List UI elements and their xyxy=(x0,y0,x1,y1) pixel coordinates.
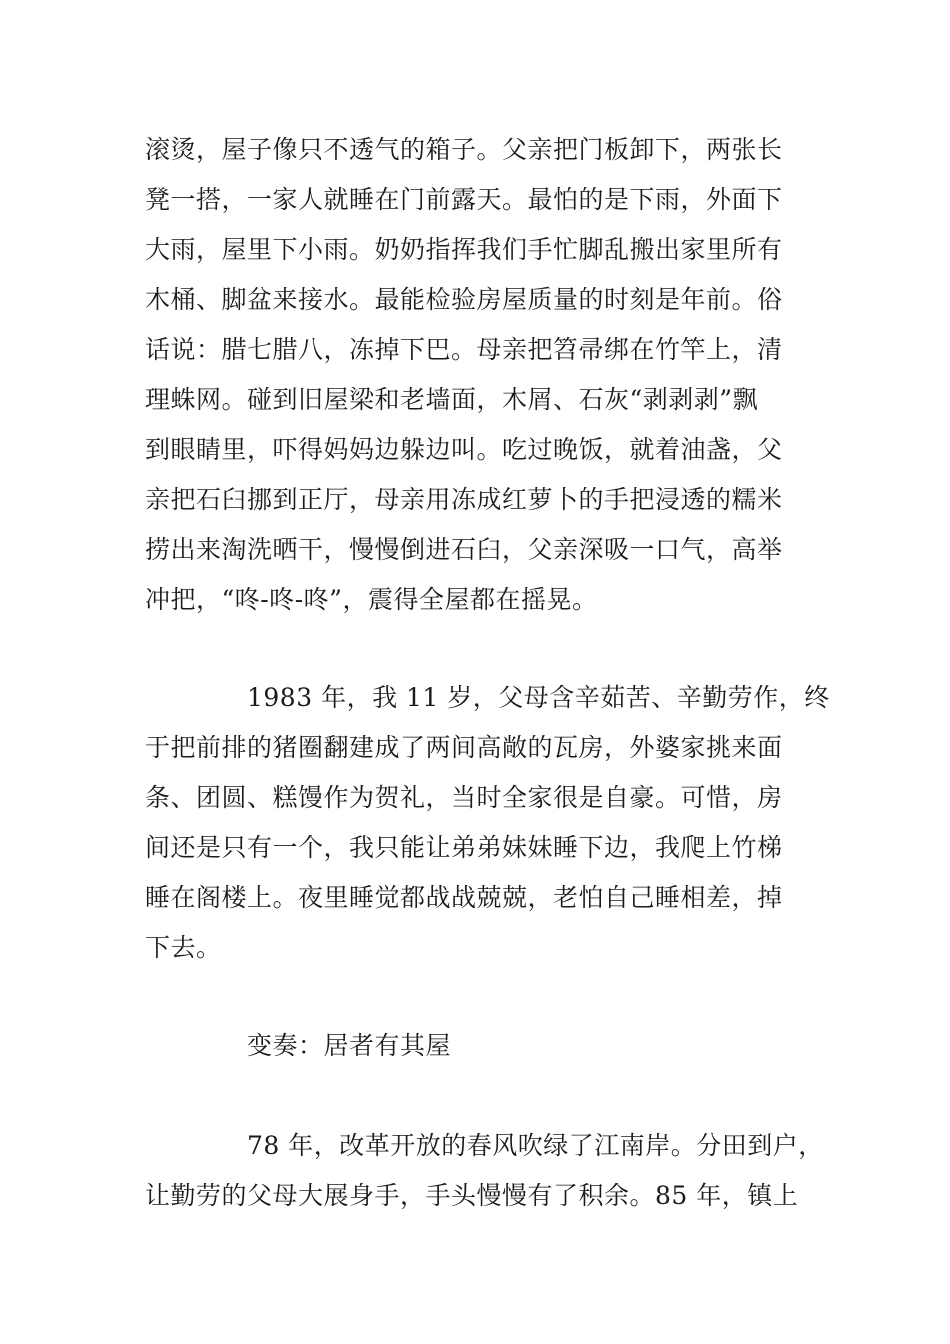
section-heading: 变奏：居者有其屋 xyxy=(247,1031,452,1060)
text-line: 凳一搭，一家人就睡在门前露天。最怕的是下雨，外面下 xyxy=(145,185,783,214)
text-line: 下去。 xyxy=(145,933,222,962)
text-line: 睡在阁楼上。夜里睡觉都战战兢兢，老怕自己睡相差，掉 xyxy=(145,883,783,912)
text-line: 冲把，“咚-咚-咚”，震得全屋都在摇晃。 xyxy=(145,585,598,614)
text-line: 间还是只有一个，我只能让弟弟妹妹睡下边，我爬上竹梯 xyxy=(145,833,783,862)
text-line: 到眼睛里，吓得妈妈边躲边叫。吃过晚饭，就着油盏，父 xyxy=(145,435,783,464)
text-line: 滚烫，屋子像只不透气的箱子。父亲把门板卸下，两张长 xyxy=(145,135,783,164)
text-line: 理蛛网。碰到旧屋梁和老墙面，木屑、石灰“剥剥剥”飘 xyxy=(145,385,759,414)
text-line: 条、团圆、糕馒作为贺礼，当时全家很是自豪。可惜，房 xyxy=(145,783,783,812)
text-line: 于把前排的猪圈翻建成了两间高敞的瓦房，外婆家挑来面 xyxy=(145,733,783,762)
text-line: 捞出来淘洗晒干，慢慢倒进石臼，父亲深吸一口气，高举 xyxy=(145,535,783,564)
text-line: 1983 年，我 11 岁，父母含辛茹苦、辛勤劳作，终 xyxy=(247,683,830,712)
text-line: 78 年，改革开放的春风吹绿了江南岸。分田到户， xyxy=(247,1131,824,1160)
text-line: 大雨，屋里下小雨。奶奶指挥我们手忙脚乱搬出家里所有 xyxy=(145,235,783,264)
text-line: 木桶、脚盆来接水。最能检验房屋质量的时刻是年前。俗 xyxy=(145,285,783,314)
text-line: 话说：腊七腊八，冻掉下巴。母亲把笤帚绑在竹竿上，清 xyxy=(145,335,783,364)
text-line: 让勤劳的父母大展身手，手头慢慢有了积余。85 年，镇上 xyxy=(145,1181,799,1210)
text-line: 亲把石臼挪到正厅，母亲用冻成红萝卜的手把浸透的糯米 xyxy=(145,485,783,514)
